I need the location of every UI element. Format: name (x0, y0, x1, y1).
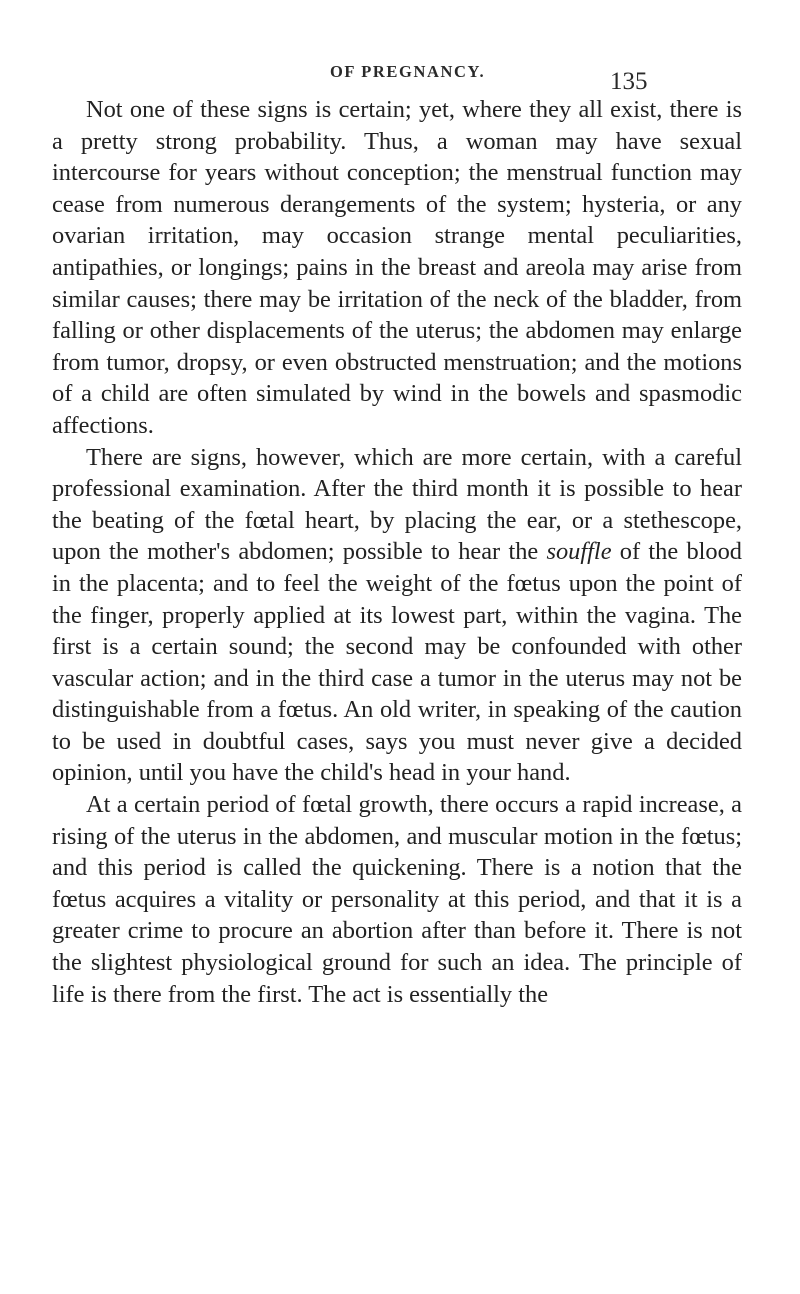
paragraph-3: At a certain period of fœtal growth, there occurs a rapid increase, a rising of the uterus in the abdomen, and muscular motion in the fœtus; and this period is called the quickening. There is a notion that the fœtus acquires a vitality or personality at this period, and that it is a greater crime to procure an abortion after than before it. There is not the slightest physiological ground for such an idea. The principle of life is there from the first. The act is essentially the (52, 791, 742, 1008)
running-title: OF PREGNANCY. (330, 62, 486, 81)
page-number: 135 (610, 68, 648, 95)
paragraph-1: Not one of these signs is certain; yet, where they all exist, there is a pretty strong probability. Thus, a woman may have sexual intercourse for years without conception; the menstrual function may cease from numerous derangements of the system; hysteria, or any ovarian irritation, may occasion strange mental peculiarities, antipathies, or longings; pains in the breast and areola may arise from similar causes; there may be irritation of the neck of the bladder, from falling or other displacements of the uterus; the abdomen may enlarge from tumor, dropsy, or even obstructed menstruation; and the motions of a child are often simulated by wind in the bowels and spasmodic affections. (52, 96, 742, 439)
italic-term-souffle: souffle (546, 538, 612, 566)
paragraph-2 (52, 442, 742, 790)
paragraph-2-part-1: There are signs, however, which are more certain, with a careful professional examination. After the third month it is possible to hear the beating of the fœtal heart, by placing the ear, or a stethescope, upon the mother's abdomen; possible to hear the (52, 443, 742, 566)
body-text (52, 94, 742, 1010)
paragraph-2-part-2: of the blood in the placenta; and to feel the weight of the fœtus upon the point of the finger, properly applied at its lowest part, within the vagina. The first is a certain sound; the second may be confounded with other vascular action; and in the third case a tumor in the uterus may not be distinguishable from a fœtus. An old writer, in speaking of the caution to be used in doubtful cases, says you must never give a decided opinion, until you have the child's head in your hand. (52, 538, 742, 787)
running-head (0, 58, 800, 95)
